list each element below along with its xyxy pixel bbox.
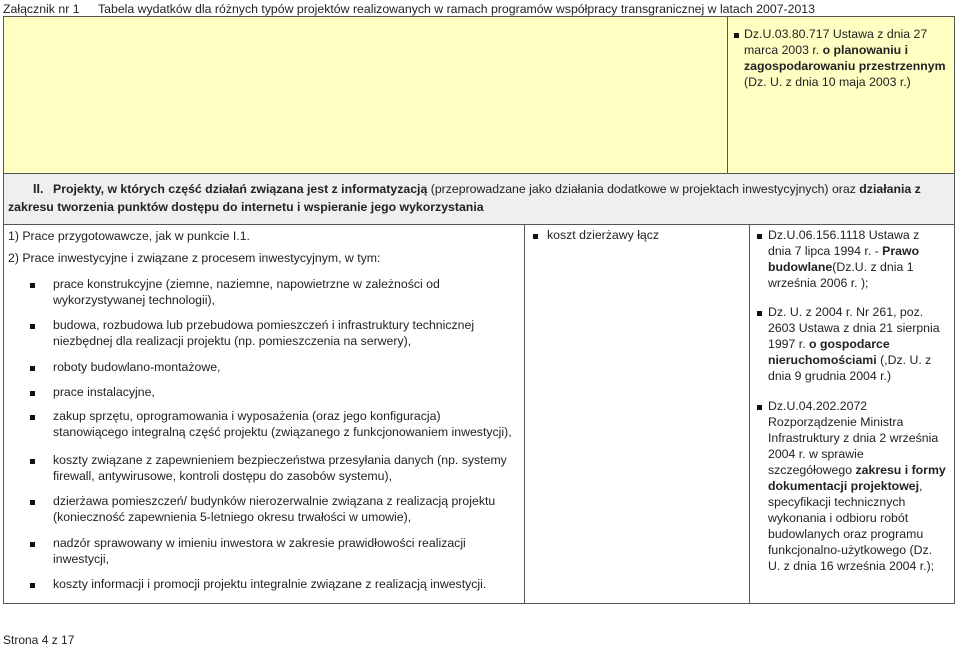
ref-line	[768, 336, 940, 352]
ref-line	[768, 462, 946, 478]
ref-line	[768, 352, 940, 368]
ref-bold: nieruchomościami	[768, 353, 877, 367]
bullet-icon	[30, 324, 35, 329]
list-item-line: inwestycji,	[53, 552, 110, 566]
section-title-bold2: działania z	[859, 182, 921, 196]
ref-line	[768, 243, 919, 259]
list-item-line: (konieczność zapewnienia 5-letniego okresu trwałości w umowie),	[53, 510, 412, 524]
list-item-line: koszty związane z zapewnieniem bezpieczeństwa przesyłania danych (np. systemy	[53, 453, 507, 467]
list-item-line: prace konstrukcyjne (ziemne, naziemne, napowietrzne w zależności od	[53, 277, 440, 291]
bullet-icon	[757, 311, 762, 316]
top-left-cell	[3, 16, 728, 174]
item-2: 2) Prace inwestycyjne i związane z procesem inwestycyjnym, w tym:	[8, 251, 381, 265]
top-ref-line2-text: marca 2003 r.	[744, 43, 820, 57]
section-title-line2: zakresu tworzenia punktów dostępu do internetu i wspieranie jego wykorzystania	[8, 200, 484, 214]
right-ref-2	[768, 304, 940, 384]
bullet-icon	[757, 405, 762, 410]
list-item-line: firewall, antywirusowe, kontroli dostępu do zasobów systemu),	[53, 469, 392, 483]
list-item	[53, 408, 512, 440]
right-ref-1	[768, 227, 919, 291]
ref-line: dnia 9 grudnia 2004 r.)	[768, 369, 892, 383]
ref-bold: Prawo	[882, 244, 920, 258]
ref-text: ,	[919, 479, 923, 493]
ref-line: Rozporządzenie Ministra	[768, 415, 904, 429]
list-item-line: nadzór sprawowany w imieniu inwestora w zakresie prawidłowości realizacji	[53, 536, 466, 550]
bullet-icon	[30, 500, 35, 505]
section-title-bold1: Projekty, w których część działań związana jest z informatyzacją	[53, 182, 428, 196]
top-ref-line4: (Dz. U. z dnia 10 maja 2003 r.)	[744, 75, 911, 89]
ref-line: Dz.U.06.156.1118 Ustawa z	[768, 228, 920, 242]
section-title-normal: (przeprowadzane jako działania dodatkowe w projektach inwestycyjnych) oraz	[430, 182, 856, 196]
list-item-line: wykorzystywanej technologii),	[53, 293, 215, 307]
list-item	[53, 317, 474, 349]
top-ref-line2-bold: o planowaniu i	[822, 43, 909, 57]
ref-bold: budowlane	[768, 260, 833, 274]
ref-text: (,Dz. U. z	[880, 353, 932, 367]
ref-line: 2004 r. w sprawie	[768, 447, 864, 461]
list-item-line: niezbędnej dla realizacji projektu (np. pomieszczenia na serwery),	[53, 334, 412, 348]
ref-line: specyfikacji technicznych	[768, 495, 906, 509]
page-number: Strona 4 z 17	[3, 633, 75, 647]
top-ref-line3: zagospodarowaniu przestrzennym	[744, 59, 946, 73]
ref-line: funkcjonalno-użytkowego (Dz.	[768, 543, 933, 557]
bullet-icon	[30, 391, 35, 396]
attachment-label: Załącznik nr 1	[3, 2, 80, 16]
list-item	[53, 276, 440, 308]
ref-line: U. z dnia 16 września 2004 r.);	[768, 559, 935, 573]
list-item	[53, 535, 466, 567]
right-ref-3	[768, 398, 946, 574]
ref-line: Infrastruktury z dnia 2 września	[768, 431, 939, 445]
bullet-icon	[30, 366, 35, 371]
bullet-icon	[533, 234, 538, 239]
list-item-line: stanowiącego integralną część projektu (związanego z funkcjonowaniem inwestycji),	[53, 425, 512, 439]
ref-text: szczegółowego	[768, 463, 853, 477]
ref-text: 1997 r.	[768, 337, 806, 351]
list-item-line: zakup sprzętu, oprogramowania i wyposażenia (oraz jego konfiguracja)	[53, 409, 441, 423]
list-item	[53, 452, 507, 484]
bullet-icon	[30, 583, 35, 588]
ref-bold: o gospodarce	[809, 337, 890, 351]
list-item-line: dzierżawa pomieszczeń/ budynków nierozerwalnie związana z realizacją projektu	[53, 494, 496, 508]
ref-bold: zakresu i formy	[855, 463, 946, 477]
bullet-icon	[30, 542, 35, 547]
ref-text: (Dz.U. z dnia 1	[832, 260, 914, 274]
document-title: Tabela wydatków dla różnych typów projektów realizowanych w ramach programów współpracy transgranicznej w latach 2007-2013	[98, 2, 815, 16]
bullet-icon	[30, 459, 35, 464]
top-ref-line2	[744, 42, 908, 58]
ref-line	[768, 478, 946, 494]
body-middle-cell	[524, 224, 750, 604]
middle-item: koszt dzierżawy łącz	[547, 228, 660, 242]
ref-line: Dz. U. z 2004 r. Nr 261, poz.	[768, 305, 924, 319]
list-item	[53, 493, 495, 525]
list-item-line: budowa, rozbudowa lub przebudowa pomieszczeń i infrastruktury technicznej	[53, 318, 475, 332]
ref-bold: dokumentacji projektowej	[768, 479, 920, 493]
bullet-icon	[757, 234, 762, 239]
item-1: 1) Prace przygotowawcze, jak w punkcie I.1.	[8, 229, 250, 243]
ref-line: Dz.U.04.202.2072	[768, 399, 868, 413]
section-title-line1	[53, 181, 921, 197]
list-item: roboty budowlano-montażowe,	[53, 360, 221, 374]
list-item: koszty informacji i promocji projektu integralnie związane z realizacją inwestycji.	[53, 577, 487, 591]
bullet-icon	[30, 415, 35, 420]
ref-line: wykonania i odbioru robót	[768, 511, 909, 525]
ref-line: budowlanych oraz programu	[768, 527, 924, 541]
ref-line: września 2006 r. );	[768, 276, 869, 290]
ref-text: dnia 7 lipca 1994 r. -	[768, 244, 879, 258]
ref-line	[768, 259, 919, 275]
bullet-icon	[30, 283, 35, 288]
section-number: II.	[33, 182, 44, 196]
top-ref-line1: Dz.U.03.80.717 Ustawa z dnia 27	[744, 27, 928, 41]
bullet-icon	[734, 33, 739, 38]
ref-line: 2603 Ustawa z dnia 21 sierpnia	[768, 321, 940, 335]
list-item: prace instalacyjne,	[53, 385, 155, 399]
